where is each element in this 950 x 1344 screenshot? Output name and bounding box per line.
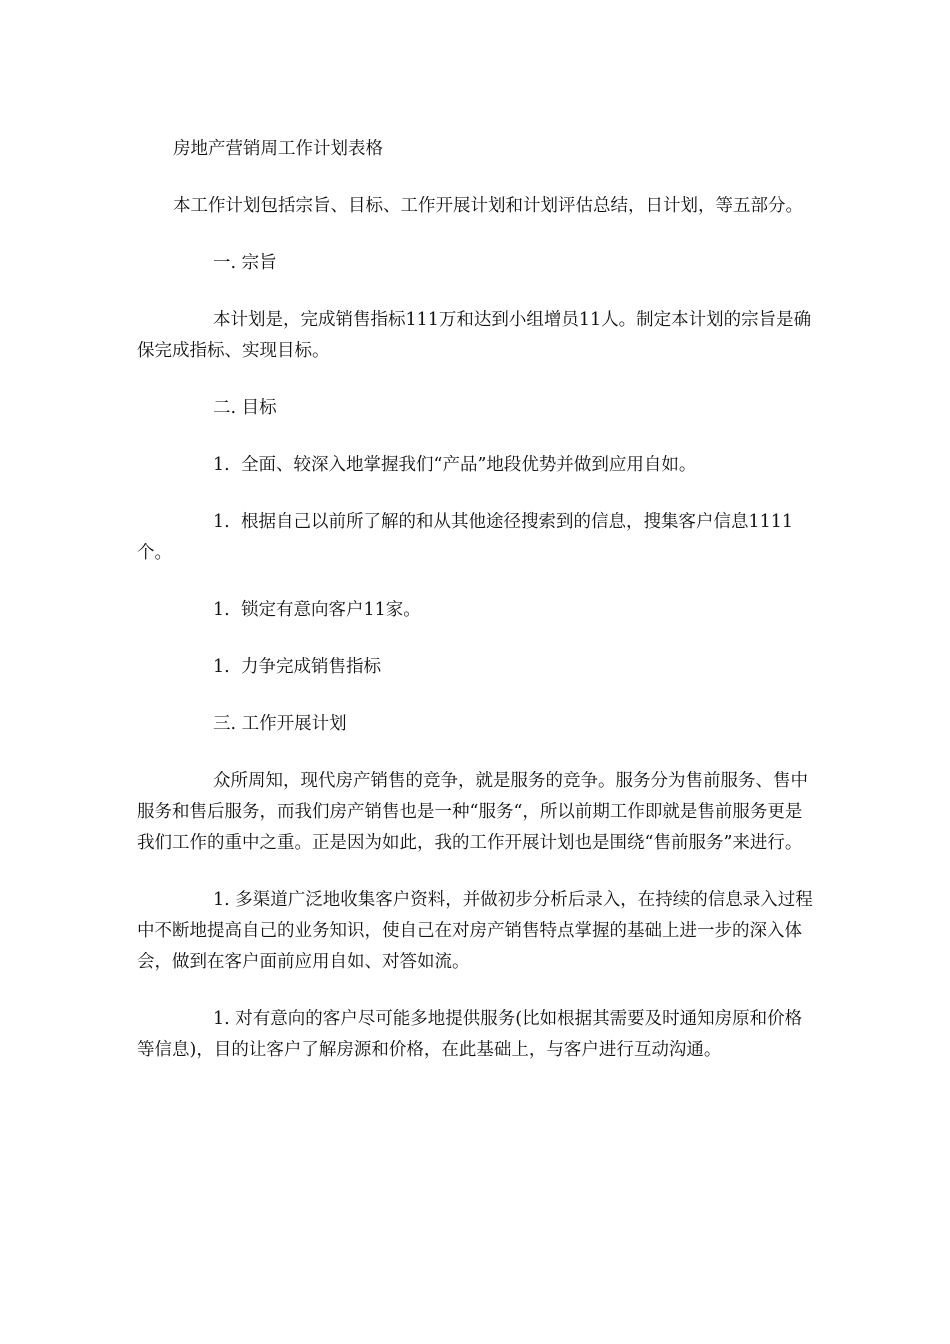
goal-item — [137, 507, 817, 569]
goal-item-text: 根据自己以前所了解的和从其他途径搜索到的信息，搜集客户信息1111个。 — [137, 512, 794, 563]
goal-item-number: 1. — [213, 512, 230, 532]
goal-item-text: 力争完成销售指标 — [241, 657, 381, 677]
goal-item — [137, 595, 817, 626]
section-heading-goals: 二. 目标 — [213, 398, 277, 418]
intro-paragraph: 本工作计划包括宗旨、目标、工作开展计划和计划评估总结，日计划，等五部分。 — [173, 196, 803, 216]
goal-item-number: 1. — [213, 600, 230, 620]
work-plan-point: 1. 对有意向的客户尽可能多地提供服务(比如根据其需要及时通知房原和价格等信息)，目的让客户了解房源和价格，在此基础上，与客户进行互动沟通。 — [137, 1009, 803, 1060]
section-heading-purpose: 一. 宗旨 — [213, 253, 277, 273]
work-plan-paragraph: 众所周知，现代房产销售的竞争，就是服务的竞争。服务分为售前服务、售中服务和售后服务，而我们房产销售也是一种“服务“，所以前期工作即就是售前服务更是我们工作的重中之重。正是因为如此，我的工作开展计划也是围绕“售前服务”来进行。 — [137, 771, 808, 853]
goal-item-text: 全面、较深入地掌握我们“产品”地段优势并做到应用自如。 — [241, 455, 697, 475]
document-body — [137, 134, 817, 1092]
document-title: 房地产营销周工作计划表格 — [173, 139, 383, 159]
goal-item-number: 1. — [213, 657, 230, 677]
goal-item-text: 锁定有意向客户11家。 — [241, 600, 421, 620]
goal-item — [137, 450, 817, 481]
section-heading-work-plan: 三. 工作开展计划 — [213, 714, 347, 734]
goal-item — [137, 652, 817, 683]
goal-item-number: 1. — [213, 455, 230, 475]
purpose-paragraph: 本计划是，完成销售指标111万和达到小组增员11人。制定本计划的宗旨是确保完成指标、实现目标。 — [137, 310, 812, 361]
work-plan-point: 1. 多渠道广泛地收集客户资料，并做初步分析后录入，在持续的信息录入过程中不断地提高自己的业务知识，使自己在对房产销售特点掌握的基础上进一步的深入体会，做到在客户面前应用自如、对答如流。 — [137, 890, 813, 972]
